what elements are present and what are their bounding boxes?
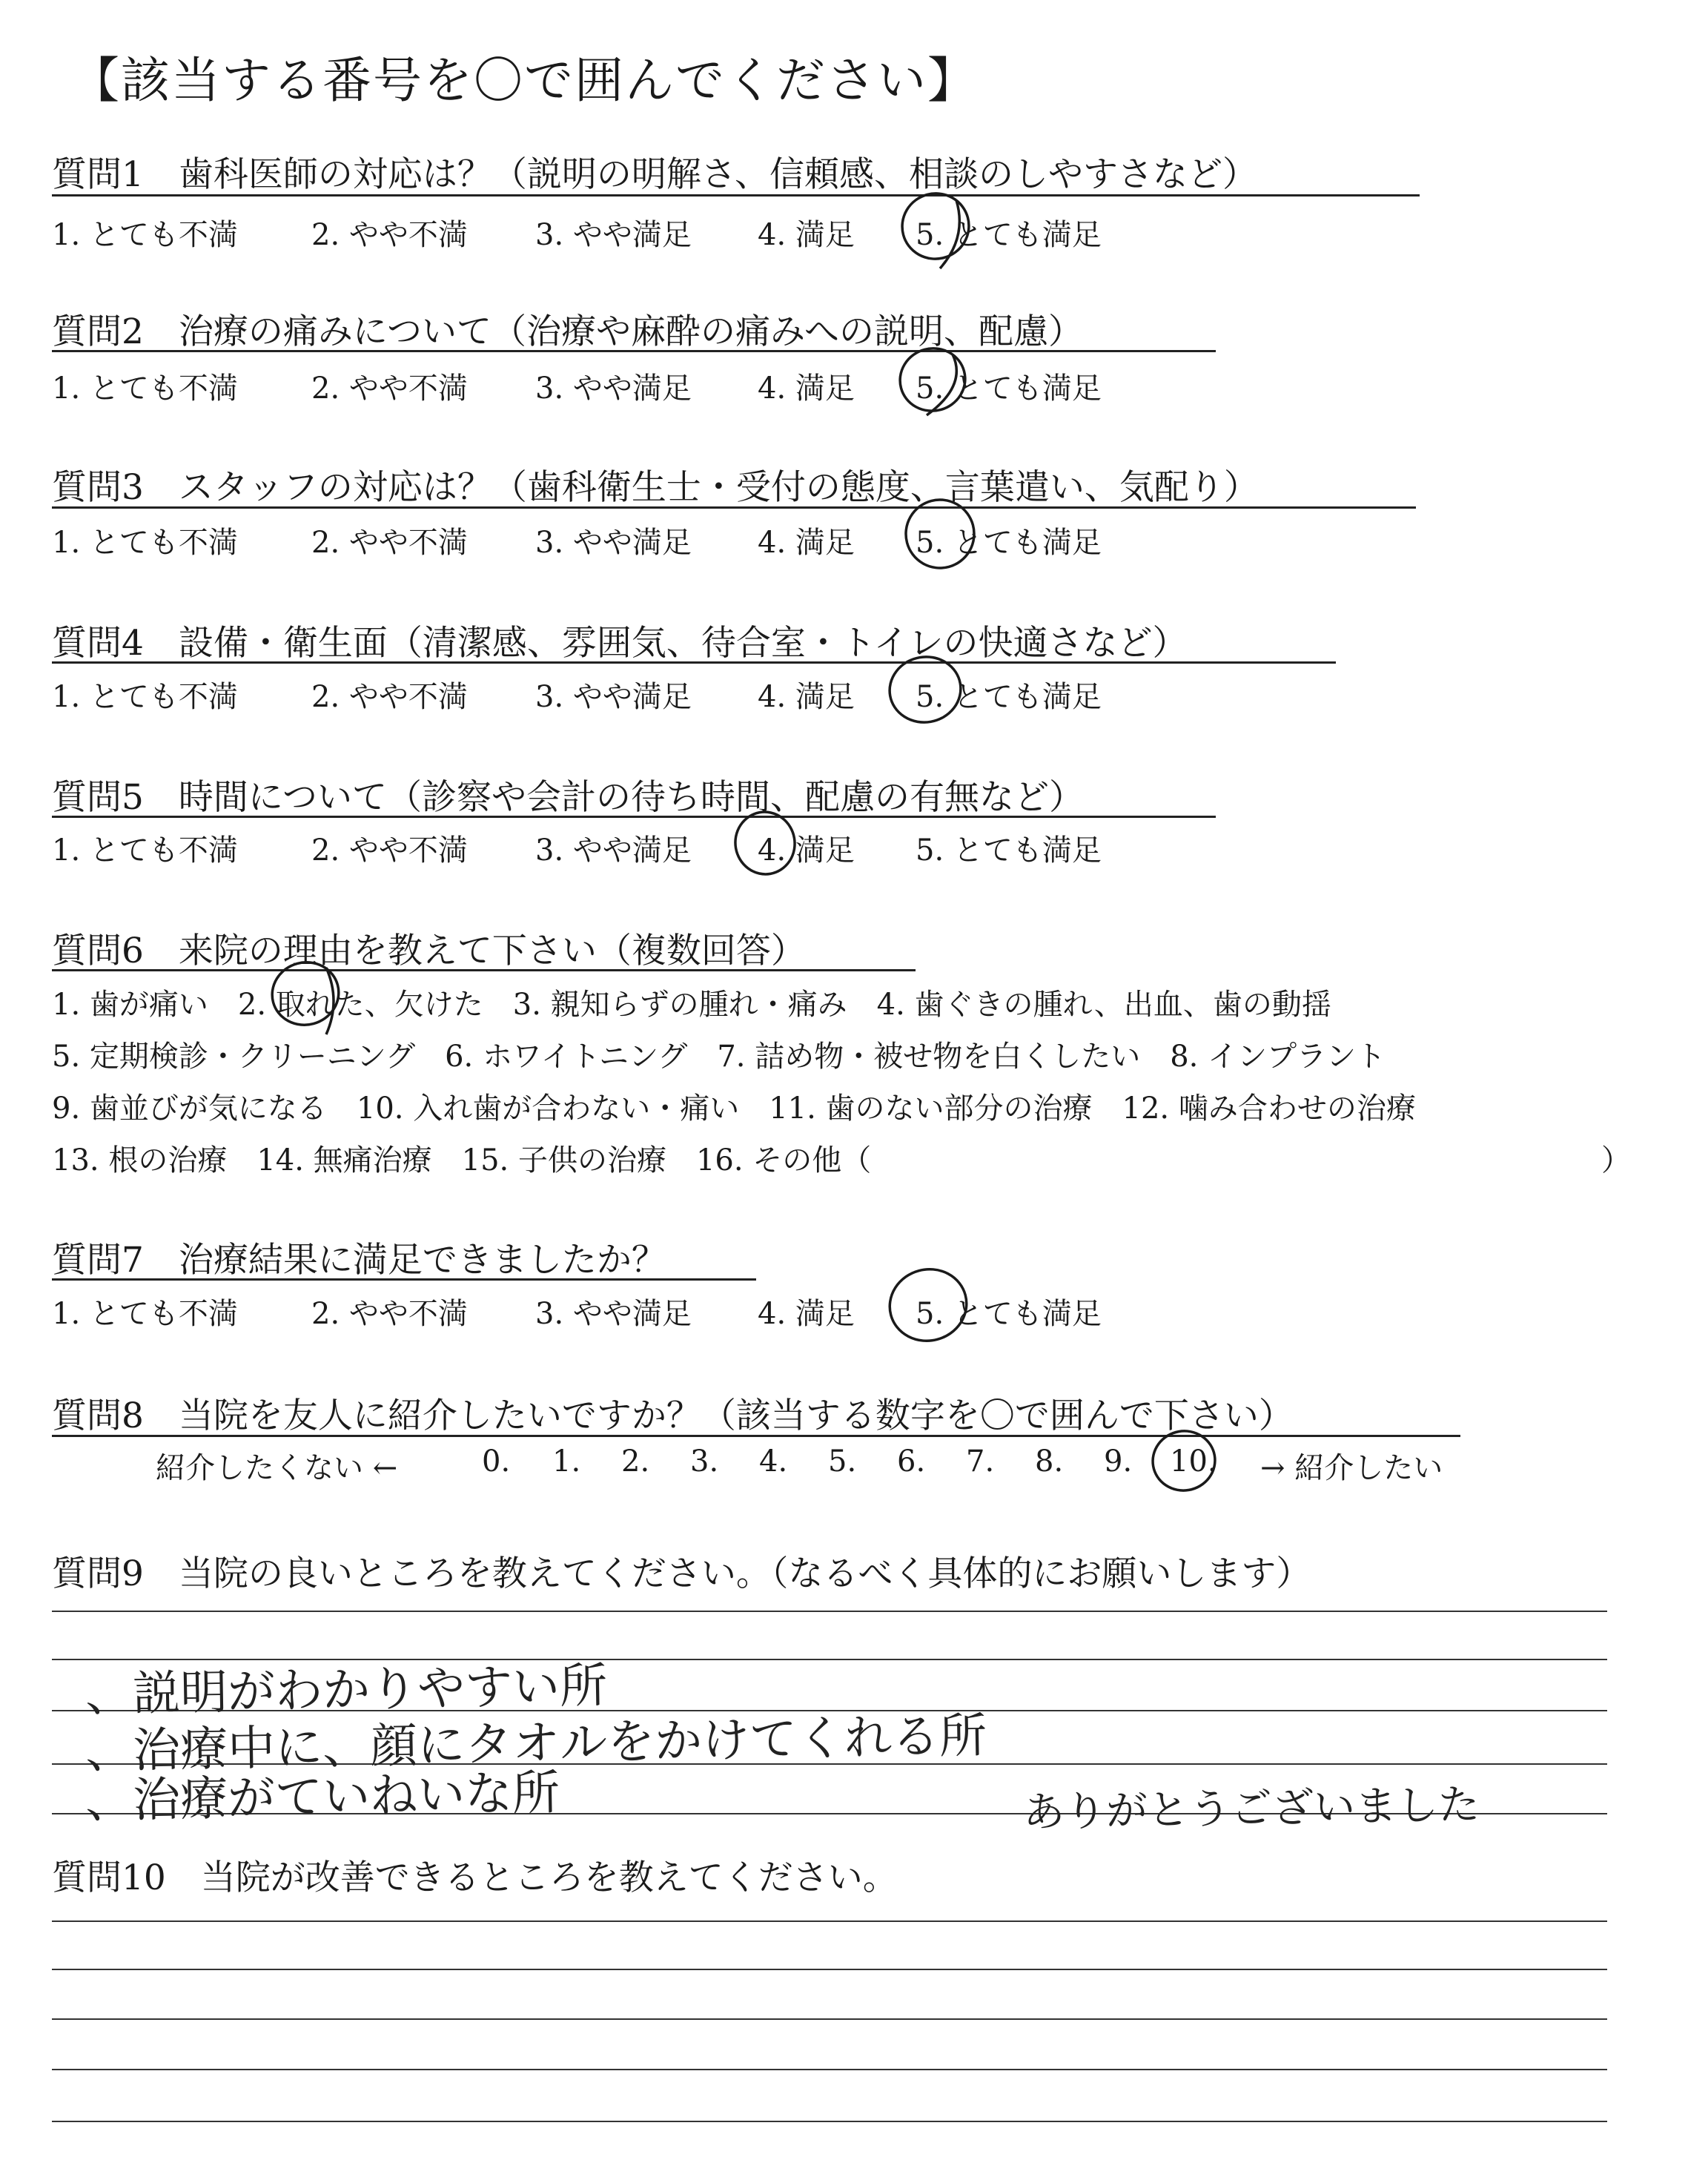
q4-option-3[interactable]: 3. やや満足	[535, 680, 692, 714]
q8-scale-2[interactable]: 2.	[621, 1444, 650, 1479]
q7-option-1[interactable]: 1. とても不満	[52, 1297, 238, 1331]
q7-option-4[interactable]: 4. 満足	[758, 1297, 855, 1331]
q1-option-5[interactable]: 5. とても満足	[916, 218, 1102, 252]
q5-option-5[interactable]: 5. とても満足	[916, 833, 1102, 868]
q9-handwritten-answer-1: 、説明がわかりやすい所	[85, 1658, 608, 1723]
q2-option-5[interactable]: 5. とても満足	[916, 371, 1102, 406]
q3-option-5[interactable]: 5. とても満足	[916, 526, 1102, 560]
q7-option-5[interactable]: 5. とても満足	[916, 1297, 1102, 1331]
q1-answer-circle	[895, 186, 976, 266]
q4-answer-circle	[884, 651, 966, 727]
q8-scale-6[interactable]: 6.	[897, 1444, 926, 1479]
q9-handwritten-answer-3: 、治療がていねいな所	[85, 1766, 560, 1829]
q1-option-4[interactable]: 4. 満足	[758, 218, 855, 252]
page-title: 【該当する番号を〇で囲んでください】	[70, 52, 978, 109]
q8-scale-3[interactable]: 3.	[690, 1444, 719, 1479]
q8-scale-10[interactable]: 10.	[1170, 1444, 1217, 1479]
q5-option-4[interactable]: 4. 満足	[758, 833, 855, 868]
q4-option-4[interactable]: 4. 満足	[758, 680, 855, 714]
q3-option-3[interactable]: 3. やや満足	[535, 526, 692, 560]
q1-option-3[interactable]: 3. やや満足	[535, 218, 692, 252]
q9-handwritten-answer-2: 、治療中に、顔にタオルをかけてくれる所	[85, 1708, 987, 1780]
q7-option-2[interactable]: 2. やや不満	[311, 1297, 468, 1331]
q6-options-row-1[interactable]: 1. 歯が痛い 2. 取れた、欠けた 3. 親知らずの腫れ・痛み 4. 歯ぐきの腫れ、出血、歯の動揺	[52, 988, 1331, 1022]
question-9-label: 質問9 当院の良いところを教えてください。（なるべく具体的にお願いします）	[52, 1553, 1311, 1594]
q7-answer-circle	[881, 1261, 974, 1350]
q8-answer-circle	[1148, 1426, 1220, 1495]
q4-option-1[interactable]: 1. とても不満	[52, 680, 238, 714]
q1-option-1[interactable]: 1. とても不満	[52, 218, 238, 252]
q6-circle-tail	[326, 968, 334, 1034]
q8-scale-4[interactable]: 4.	[759, 1444, 788, 1479]
q5-option-3[interactable]: 3. やや満足	[535, 833, 692, 868]
q3-option-1[interactable]: 1. とても不満	[52, 526, 238, 560]
q2-option-3[interactable]: 3. やや満足	[535, 371, 692, 406]
question-6-label: 質問6 来院の理由を教えて下さい（複数回答）	[52, 931, 806, 971]
q5-answer-circle	[730, 807, 799, 879]
q9-handwritten-thanks: ありがとうございました	[1022, 1780, 1480, 1837]
q2-answer-circle	[893, 341, 973, 418]
q2-circle-tail	[927, 354, 956, 415]
q8-left-anchor: 紹介したくない ←	[156, 1451, 398, 1485]
q2-option-2[interactable]: 2. やや不満	[311, 371, 468, 406]
q8-right-anchor: → 紹介したい	[1260, 1451, 1443, 1485]
question-7-label: 質問7 治療結果に満足できましたか？	[52, 1240, 666, 1281]
q4-option-2[interactable]: 2. やや不満	[311, 680, 468, 714]
q3-option-4[interactable]: 4. 満足	[758, 526, 855, 560]
q6-other-close-paren: ）	[1601, 1143, 1631, 1178]
question-3-label: 質問3 スタッフの対応は？（歯科衛生士・受付の態度、言葉遣い、気配り）	[52, 467, 1259, 508]
q8-scale-0[interactable]: 0.	[482, 1444, 511, 1479]
question-4-label: 質問4 設備・衛生面（清潔感、雰囲気、待合室・トイレの快適さなど）	[52, 623, 1188, 664]
q8-scale-9[interactable]: 9.	[1104, 1444, 1133, 1479]
q1-option-2[interactable]: 2. やや不満	[311, 218, 468, 252]
q3-answer-circle	[898, 492, 982, 576]
question-5-label: 質問5 時間について（診察や会計の待ち時間、配慮の有無など）	[52, 777, 1084, 818]
q8-scale-5[interactable]: 5.	[828, 1444, 857, 1479]
question-8-label: 質問8 当院を友人に紹介したいですか？（該当する数字を〇で囲んで下さい）	[52, 1396, 1294, 1436]
q7-option-3[interactable]: 3. やや満足	[535, 1297, 692, 1331]
q3-option-2[interactable]: 2. やや不満	[311, 526, 468, 560]
question-10-label: 質問10 当院が改善できるところを教えてください。	[52, 1857, 898, 1898]
question-2-label: 質問2 治療の痛みについて（治療や麻酔の痛みへの説明、配慮）	[52, 311, 1084, 352]
question-1-label: 質問1 歯科医師の対応は？（説明の明解さ、信頼感、相談のしやすさなど）	[52, 154, 1258, 195]
q6-options-row-4[interactable]: 13. 根の治療 14. 無痛治療 15. 子供の治療 16. その他（	[52, 1143, 872, 1178]
q5-option-2[interactable]: 2. やや不満	[311, 833, 468, 868]
q4-option-5[interactable]: 5. とても満足	[916, 680, 1102, 714]
q6-options-row-2[interactable]: 5. 定期検診・クリーニング 6. ホワイトニング 7. 詰め物・被せ物を白くしたい 8. インプラント	[52, 1040, 1386, 1074]
q5-option-1[interactable]: 1. とても不満	[52, 833, 238, 868]
q8-scale-1[interactable]: 1.	[552, 1444, 581, 1479]
q2-option-4[interactable]: 4. 満足	[758, 371, 855, 406]
q8-scale-7[interactable]: 7.	[966, 1444, 995, 1479]
q8-scale-8[interactable]: 8.	[1035, 1444, 1064, 1479]
q6-options-row-3[interactable]: 9. 歯並びが気になる 10. 入れ歯が合わない・痛い 11. 歯のない部分の治療 12. 噛み合わせの治療	[52, 1091, 1416, 1126]
q2-option-1[interactable]: 1. とても不満	[52, 371, 238, 406]
